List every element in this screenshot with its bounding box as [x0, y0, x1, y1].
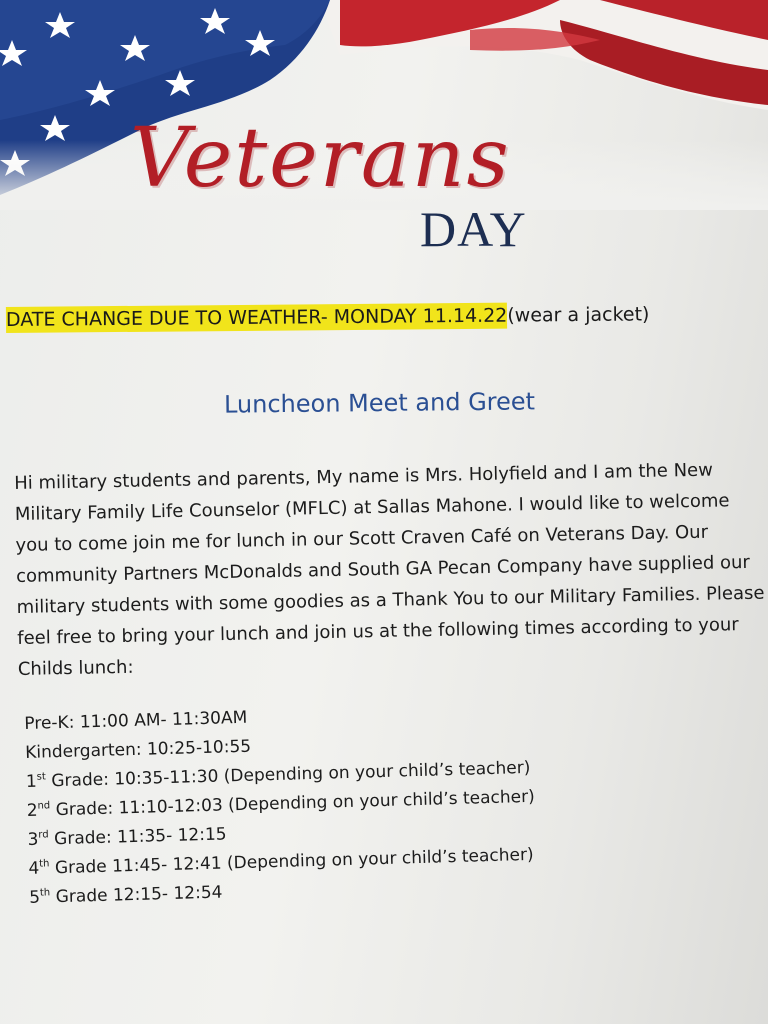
date-change-suffix: (wear a jacket) [507, 303, 650, 327]
schedule-line-grade-3: 3rd Grade: 11:35- 12:15 [27, 824, 227, 850]
schedule-line-prek: Pre-K: 11:00 AM- 11:30AM [24, 707, 248, 734]
schedule-line-grade-5: 5th Grade 12:15- 12:54 [28, 882, 223, 908]
schedule-line-kindergarten: Kindergarten: 10:25-10:55 [24, 736, 252, 763]
date-change-highlight: DATE CHANGE DUE TO WEATHER- MONDAY 11.14.22 [5, 304, 508, 331]
day-title: DAY [420, 201, 527, 257]
schedule-line-grade-1: 1st Grade: 10:35-11:30 (Depending on your child’s teacher) [25, 757, 531, 792]
invitation-paragraph: Hi military students and parents, My name is Mrs. Holyfield and I am the New Military Family Life Counselor (MFLC) at Sallas Mahone. I would like to welcome you to come join me for lunch in our Scott Craven Café on Veterans Day. Our community Partners McDonalds and South GA Pecan Company have supplied our military students with some goodies as a Thank You to our Military Families. Please feel free to bring your lunch and join us at the following times according to your Childs lunch: [14, 459, 765, 680]
date-change-notice [6, 303, 650, 331]
event-title: Luncheon Meet and Greet [223, 387, 536, 419]
veterans-script-title: Veterans [130, 111, 511, 206]
lunch-schedule [24, 693, 629, 913]
schedule-line-grade-2: 2nd Grade: 11:10-12:03 (Depending on your child’s teacher) [26, 786, 535, 821]
schedule-line-grade-4: 4th Grade 11:45- 12:41 (Depending on your child’s teacher) [28, 844, 534, 879]
